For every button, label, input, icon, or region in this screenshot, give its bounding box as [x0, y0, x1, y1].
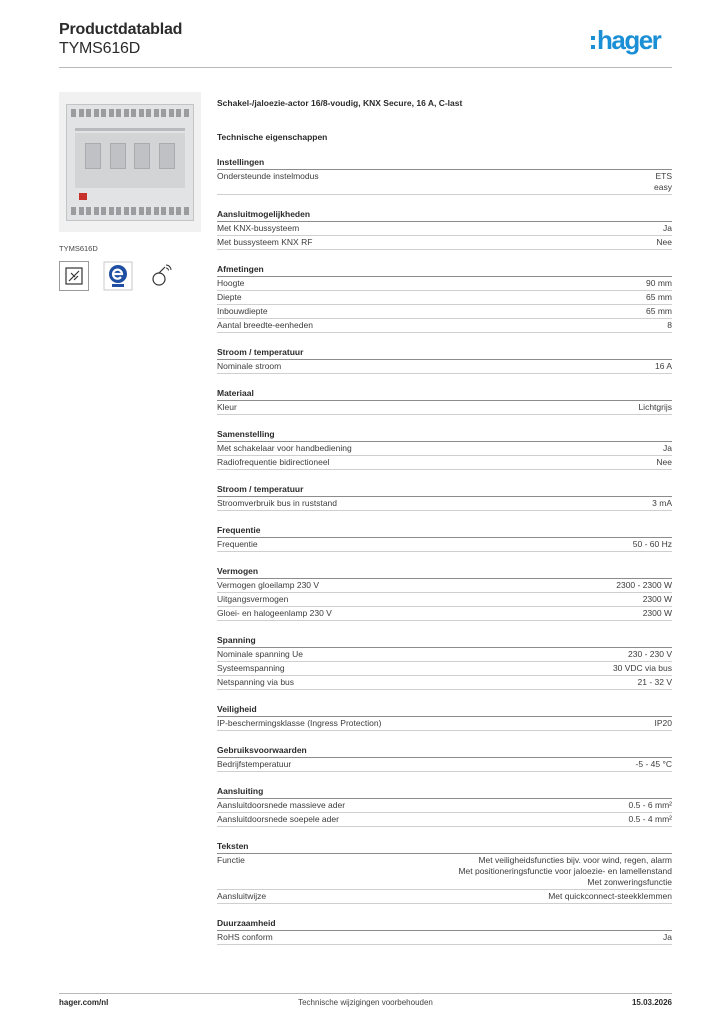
- spec-value: [663, 223, 672, 234]
- spec-label: Ondersteunde instelmodus: [217, 171, 319, 181]
- product-image: [59, 92, 201, 232]
- bus-connector: [79, 193, 87, 200]
- spec-value-line: Met zonweringsfunctie: [587, 877, 672, 887]
- spec-row: [217, 662, 672, 676]
- spec-group: [217, 786, 672, 827]
- bottom-terminals: [71, 205, 189, 217]
- spec-value-line: 21 - 32 V: [637, 677, 672, 687]
- spec-label: Uitgangsvermogen: [217, 594, 289, 604]
- spec-value: [663, 443, 672, 454]
- spec-row: [217, 401, 672, 415]
- spec-row: [217, 442, 672, 456]
- spec-value-line: 0.5 - 6 mm²: [628, 800, 672, 810]
- spec-label: Kleur: [217, 402, 237, 412]
- spec-group-title: Spanning: [217, 635, 672, 648]
- spec-group-title: Aansluitmogelijkheden: [217, 209, 672, 222]
- spec-label: Frequentie: [217, 539, 258, 549]
- spec-row: [217, 890, 672, 904]
- device-buttons: [85, 143, 175, 169]
- spec-group: [217, 157, 672, 195]
- top-terminals: [71, 107, 189, 119]
- spec-value-line: Met quickconnect-steekklemmen: [548, 891, 672, 901]
- spec-row: [217, 676, 672, 690]
- spec-value-line: Ja: [663, 443, 672, 453]
- spec-row: [217, 222, 672, 236]
- spec-value-line: IP20: [654, 718, 672, 728]
- spec-value: [458, 855, 672, 888]
- spec-label: Radiofrequentie bidirectioneel: [217, 457, 330, 467]
- spec-row: [217, 305, 672, 319]
- spec-row: [217, 497, 672, 511]
- spec-group-title: Teksten: [217, 841, 672, 854]
- device-illustration: [66, 104, 194, 221]
- spec-value: [638, 677, 673, 688]
- spec-label: Bedrijfstemperatuur: [217, 759, 292, 769]
- spec-row: [217, 360, 672, 374]
- spec-value: [643, 594, 672, 605]
- spec-group-title: Aansluiting: [217, 786, 672, 799]
- section-title: Technische eigenschappen: [217, 132, 328, 142]
- spec-row: [217, 648, 672, 662]
- spec-value-line: 0.5 - 4 mm²: [628, 814, 672, 824]
- spec-label: Vermogen gloeilamp 230 V: [217, 580, 320, 590]
- document-title: Productdatablad: [59, 21, 183, 38]
- spec-value: [663, 932, 672, 943]
- spec-group-title: Vermogen: [217, 566, 672, 579]
- product-code: TYMS616D: [59, 40, 141, 57]
- spec-group-title: Veiligheid: [217, 704, 672, 717]
- spec-value-line: 2300 W: [642, 608, 672, 618]
- footer-website-link[interactable]: hager.com/nl: [59, 998, 109, 1007]
- spec-value: [667, 320, 672, 331]
- knx-secure-icon: [59, 261, 89, 291]
- footer-disclaimer: Technische wijzigingen voorbehouden: [298, 998, 433, 1007]
- spec-group-title: Gebruiksvoorwaarden: [217, 745, 672, 758]
- spec-row: [217, 291, 672, 305]
- spec-value-line: Met veiligheidsfuncties bijv. voor wind, regen, alarm: [478, 855, 672, 865]
- spec-row: [217, 538, 672, 552]
- spec-row: [217, 579, 672, 593]
- spec-value: [616, 580, 672, 591]
- spec-value-line: -5 - 45 °C: [635, 759, 672, 769]
- spec-value: [629, 800, 672, 811]
- spec-value: [638, 402, 672, 413]
- spec-group: [217, 841, 672, 904]
- spec-group: [217, 484, 672, 511]
- header: [59, 20, 182, 58]
- spec-group: [217, 918, 672, 945]
- spec-value: [655, 361, 672, 372]
- spec-value-line: 65 mm: [646, 292, 672, 302]
- spec-row: [217, 319, 672, 333]
- spec-value-line: 90 mm: [646, 278, 672, 288]
- spec-group-title: Instellingen: [217, 157, 672, 170]
- spec-group-title: Samenstelling: [217, 429, 672, 442]
- spec-label: Functie: [217, 855, 245, 865]
- spec-value-line: 65 mm: [646, 306, 672, 316]
- spec-value-line: 3 mA: [652, 498, 672, 508]
- spec-value: [656, 237, 672, 248]
- spec-value: [646, 278, 672, 289]
- spec-group-title: Materiaal: [217, 388, 672, 401]
- spec-value: [613, 663, 672, 674]
- spec-group-title: Duurzaamheid: [217, 918, 672, 931]
- spec-label: IP-beschermingsklasse (Ingress Protection): [217, 718, 382, 728]
- spec-group: [217, 347, 672, 374]
- spec-row: [217, 607, 672, 621]
- spec-value-line: Nee: [656, 457, 672, 467]
- spec-label: Aansluitdoorsnede soepele ader: [217, 814, 339, 824]
- product-image-caption: TYMS616D: [59, 244, 98, 253]
- spec-label: Aansluitdoorsnede massieve ader: [217, 800, 346, 810]
- spec-group: [217, 525, 672, 552]
- spec-row: [217, 813, 672, 827]
- header-divider: [59, 67, 672, 68]
- spec-value-line: Lichtgrijs: [638, 402, 672, 412]
- spec-group: [217, 388, 672, 415]
- spec-label: Nominale spanning Ue: [217, 649, 303, 659]
- spec-row: [217, 717, 672, 731]
- spec-group: [217, 566, 672, 621]
- spec-value-line: Nee: [656, 237, 672, 247]
- spec-value: [636, 759, 672, 770]
- spec-value-line: 2300 W: [642, 594, 672, 604]
- spec-value: [646, 292, 672, 303]
- spec-label: Netspanning via bus: [217, 677, 295, 687]
- spec-label: Hoogte: [217, 278, 245, 288]
- spec-group: [217, 209, 672, 250]
- spec-value: [655, 718, 673, 729]
- spec-value-line: Met positioneringsfunctie voor jaloezie- en lamellenstand: [458, 866, 672, 876]
- spec-value-line: 30 VDC via bus: [612, 663, 672, 673]
- spec-label: Stroomverbruik bus in ruststand: [217, 498, 337, 508]
- spec-value: [646, 306, 672, 317]
- logo-text: hager: [597, 25, 661, 55]
- logo-dots-icon: [591, 36, 595, 49]
- spec-value: [652, 498, 672, 509]
- spec-group-title: Stroom / temperatuur: [217, 484, 672, 497]
- spec-row: [217, 758, 672, 772]
- spec-label: Nominale stroom: [217, 361, 282, 371]
- spec-label: Met KNX-bussysteem: [217, 223, 300, 233]
- spec-label: Diepte: [217, 292, 242, 302]
- spec-value: [548, 891, 672, 902]
- spec-group-title: Stroom / temperatuur: [217, 347, 672, 360]
- spec-row: [217, 236, 672, 250]
- spec-groups: [217, 157, 672, 945]
- spec-value-line: Ja: [663, 223, 672, 233]
- hager-logo: [591, 26, 660, 54]
- easy-logo-icon: [103, 261, 133, 291]
- spec-row: [217, 799, 672, 813]
- spec-label: Inbouwdiepte: [217, 306, 268, 316]
- footer-date: 15.03.2026: [631, 998, 672, 1007]
- spec-value-line: 16 A: [654, 361, 672, 371]
- spec-group-title: Afmetingen: [217, 264, 672, 277]
- spec-value: [628, 649, 672, 660]
- spec-group: [217, 704, 672, 731]
- spec-label: Systeemspanning: [217, 663, 285, 673]
- spec-row: [217, 277, 672, 291]
- spec-value-line: 2300 - 2300 W: [616, 580, 672, 590]
- spec-label: RoHS conform: [217, 932, 273, 942]
- spec-group: [217, 745, 672, 772]
- label-strip: [75, 128, 185, 131]
- spec-label: Aansluitwijze: [217, 891, 267, 901]
- spec-value-line: ETS: [655, 171, 672, 181]
- spec-group: [217, 264, 672, 333]
- spec-row: [217, 931, 672, 945]
- spec-value-line: 230 - 230 V: [628, 649, 672, 659]
- spec-group: [217, 635, 672, 690]
- specifications: [217, 98, 672, 945]
- spec-value: [656, 457, 672, 468]
- spec-row: [217, 170, 672, 195]
- spec-value: [654, 171, 672, 193]
- spec-value-line: easy: [654, 182, 672, 192]
- footer-divider: [59, 993, 672, 994]
- spec-row: [217, 593, 672, 607]
- product-description: Schakel-/jaloezie-actor 16/8-voudig, KNX Secure, 16 A, C-last: [217, 98, 463, 108]
- radio-frequency-icon: [147, 261, 177, 291]
- spec-label: Gloei- en halogeenlamp 230 V: [217, 608, 332, 618]
- spec-row: [217, 456, 672, 470]
- spec-row: [217, 854, 672, 890]
- spec-value-line: Ja: [663, 932, 672, 942]
- spec-label: Met schakelaar voor handbediening: [217, 443, 352, 453]
- spec-value: [629, 814, 672, 825]
- spec-group-title: Frequentie: [217, 525, 672, 538]
- spec-value-line: 50 - 60 Hz: [632, 539, 672, 549]
- spec-value-line: 8: [667, 320, 672, 330]
- spec-value: [633, 539, 672, 550]
- spec-label: Aantal breedte-eenheden: [217, 320, 313, 330]
- spec-value: [643, 608, 672, 619]
- spec-label: Met bussysteem KNX RF: [217, 237, 313, 247]
- spec-group: [217, 429, 672, 470]
- certification-icons: [59, 261, 177, 291]
